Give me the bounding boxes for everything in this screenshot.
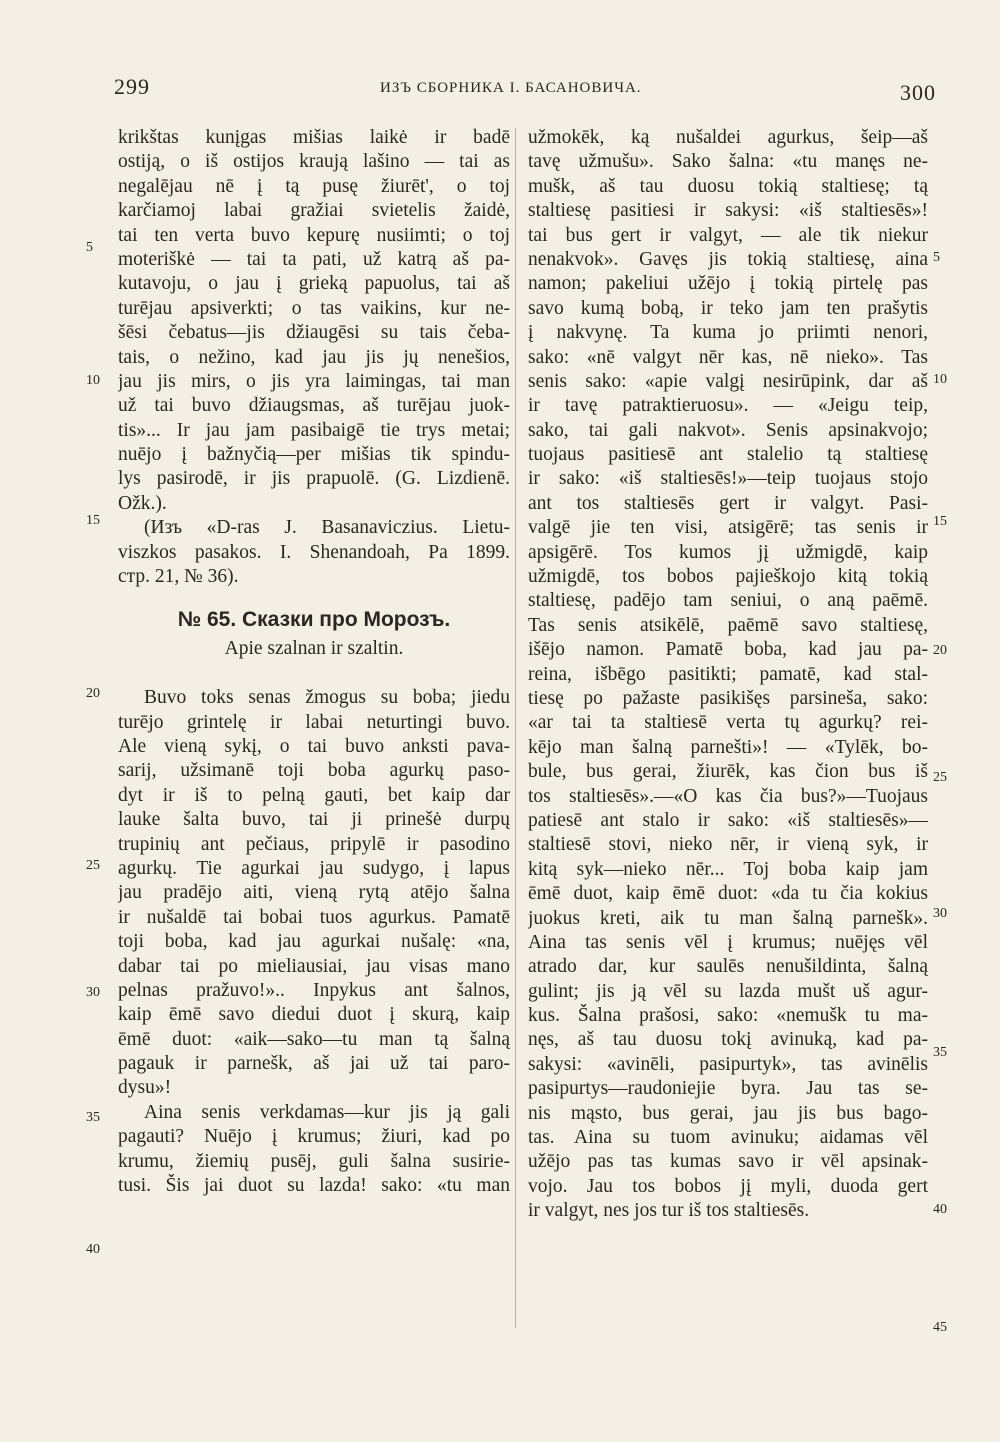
text-line: sakysi: «avinēli, pasipurtyk», tas avinēlis bbox=[528, 1053, 928, 1075]
text-line: užējo pas tas kumas savo ir vēl apsinak- bbox=[528, 1151, 928, 1173]
text-line: patiesē ant stalo ir sako: «iš staltiesēs»— bbox=[528, 809, 928, 831]
line-number: 40 bbox=[86, 1242, 100, 1257]
left-text-column bbox=[118, 126, 510, 1198]
text-line: ostiją, o iš ostijos kraują lašino — tai as bbox=[118, 151, 510, 173]
text-line: apsigērē. Tos kumos jį užmigdē, kaip bbox=[528, 541, 928, 563]
line-number: 15 bbox=[933, 514, 947, 529]
text-line: staltiesē stovi, nieko nēr, ir vieną syk, ir bbox=[528, 834, 928, 856]
text-line: staltiesę, padējo tam seniui, o aną paēmē. bbox=[528, 590, 928, 612]
text-line: Ale vieną sykį, o tai buvo anksti pava- bbox=[118, 735, 510, 757]
text-line: reina, išbēgo pasitikti; pamatē, kad stal- bbox=[528, 663, 928, 685]
text-line: bule, bus gerai, žiurēk, kas čion bus iš bbox=[528, 761, 928, 783]
text-line: vojo. Jau tos bobos jį myli, duoda gert bbox=[528, 1175, 928, 1197]
line-number: 25 bbox=[933, 770, 947, 785]
text-line: ēmē duot: «aik—sako—tu man tą šalną bbox=[118, 1028, 510, 1050]
column-divider bbox=[515, 128, 516, 1328]
text-line: išējo namon. Pamatē boba, kad jau pa- bbox=[528, 639, 928, 661]
text-line: Ožk.). bbox=[118, 492, 167, 514]
text-line: atrado dar, kur saulēs nenušildinta, šalną bbox=[528, 956, 928, 978]
line-number: 20 bbox=[933, 643, 947, 658]
page-header bbox=[0, 74, 1000, 104]
text-line: nis mąsto, bus gerai, jau jis bus bago- bbox=[528, 1102, 928, 1124]
section-heading: № 65. Сказки про Морозъ. bbox=[177, 608, 451, 632]
text-line: staltiesę pasitiesi ir sakysi: «iš staltiesēs»! bbox=[528, 200, 928, 222]
text-line: moteriškė — tai ta pati, už katrą aš pa- bbox=[118, 248, 510, 270]
text-line: gulint; jis ją vēl su lazda mušt uš agur- bbox=[528, 980, 928, 1002]
running-title: ИЗЪ СБОРНИКА I. БАСАНОВИЧА. bbox=[380, 80, 642, 96]
text-line: sako: «nē valgyt nēr kas, nē nieko». Tas bbox=[528, 346, 928, 368]
text-line: pagauti? Nuējo į krumus; žiuri, kad po bbox=[118, 1126, 510, 1148]
text-line: ir sako: «iš staltiesēs!»—teip tuojaus stojo bbox=[528, 468, 928, 490]
text-line: krikštas kunįgas mišias laikė ir badē bbox=[118, 127, 510, 148]
text-line: kaip ēmē savo diedui duot į skurą, kaip bbox=[118, 1004, 510, 1026]
line-number: 10 bbox=[86, 373, 100, 388]
text-line: užmigdē, tos bobos pajieškojo kitą tokią bbox=[528, 566, 928, 588]
text-line: lys pasirodē, ir jis prapuolē. (G. Lizdienē. bbox=[118, 468, 510, 490]
text-line: toji boba, kad jau agurkai nušalę: «na, bbox=[118, 931, 510, 953]
text-line: Aina senis verkdamas—kur jis ją gali bbox=[144, 1101, 510, 1123]
text-line: nęs, aš tau duosu tokį avinuką, kad pa- bbox=[528, 1029, 928, 1051]
text-line: dabar tai po mieliausiai, jau visas mano bbox=[118, 955, 510, 977]
text-line bbox=[118, 662, 510, 686]
text-line: šēsi čebatus—jis džiaugēsi su tais čeba- bbox=[118, 322, 510, 344]
text-line: «ar tai ta staltiesē verta tų agurkų? rei- bbox=[528, 712, 928, 734]
text-line: trupinių ant pečiaus, pripylē ir pasodino bbox=[118, 833, 510, 855]
line-number: 15 bbox=[86, 513, 100, 528]
page-number-right: 300 bbox=[900, 80, 936, 105]
text-line: pagauk ir parnešk, aš jai už tai paro- bbox=[118, 1053, 510, 1075]
text-line: Aina tas senis vēl į krumus; nuējęs vēl bbox=[528, 931, 928, 953]
text-line: tavę užmušu». Sako šalna: «tu manęs ne- bbox=[528, 151, 928, 173]
line-number: 10 bbox=[933, 372, 947, 387]
text-line: viszkos pasakos. I. Shenandoah, Pa 1899. bbox=[118, 541, 510, 563]
line-number: 25 bbox=[86, 858, 100, 873]
text-line: pelnas pražuvo!».. Inpykus ant šalnos, bbox=[118, 979, 510, 1001]
text-line: jau pradējo aiti, vieną rytą atējo šalna bbox=[118, 882, 510, 904]
text-line: tis»... Ir jau jam pasibaigē tie trys metai; bbox=[118, 419, 510, 441]
text-line: стр. 21, № 36). bbox=[118, 566, 239, 588]
line-number: 35 bbox=[86, 1110, 100, 1125]
text-line: ir valgyt, nes jos tur iš tos staltiesēs. bbox=[528, 1200, 810, 1222]
text-line: kutavoju, o jau į grieką papuolus, tai aš bbox=[118, 273, 510, 295]
text-line: negalējau nē į tą pusę žiurēt', o toj bbox=[118, 175, 510, 197]
text-line: (Изъ «D-ras J. Basanaviczius. Lietu- bbox=[144, 517, 510, 539]
text-line: tos staltiesēs».—«O kas čia bus?»—Tuojaus bbox=[528, 785, 928, 807]
text-line: už tai buvo džiaugsmas, aš turējau juok- bbox=[118, 395, 510, 417]
text-line: mušk, aš tau duosu tokią staltiesę; tą bbox=[528, 175, 928, 197]
text-line: Buvo toks senas žmogus su boba; jiedu bbox=[144, 687, 510, 709]
line-number: 30 bbox=[86, 985, 100, 1000]
text-line: krumu, žiemių pusēj, guli šalna susirie- bbox=[118, 1150, 510, 1172]
text-line: tai bus gert ir valgyt, — ale tik niekur bbox=[528, 224, 928, 246]
text-line: nuējo į bažnyčią—per mišias tik spindu- bbox=[118, 444, 510, 466]
text-line: tas. Aina su tuom avinuku; aidamas vēl bbox=[528, 1127, 928, 1149]
text-line: tuojaus pasitiesē ant stalelio tą staltiesę bbox=[528, 444, 928, 466]
line-number: 5 bbox=[933, 250, 940, 265]
text-line: jau jis mirs, o jis yra laimingas, tai man bbox=[118, 370, 510, 392]
text-line: lauke šalta buvo, tai ji prinešė durpų bbox=[118, 809, 510, 831]
text-line: karčiamoj labai gražiai svietelis žaidė, bbox=[118, 200, 510, 222]
text-line: kitą syk—nieko nēr... Toj boba kaip jam bbox=[528, 858, 928, 880]
text-line: dysu»! bbox=[118, 1077, 172, 1099]
text-line: turējo grintelę ir labai neturtingi buvo. bbox=[118, 711, 510, 733]
text-line: savo kumą bobą, ir teko jam ten prašytis bbox=[528, 297, 928, 319]
text-line: agurkų. Tie agurkai jau sudygo, į lapus bbox=[118, 857, 510, 879]
section-subtitle: Apie szalnan ir szaltin. bbox=[224, 638, 404, 660]
line-number: 40 bbox=[933, 1202, 947, 1217]
line-number: 20 bbox=[86, 686, 100, 701]
text-line: tusi. Šis jai duot su lazda! sako: «tu man bbox=[118, 1175, 510, 1197]
text-line: ēmē duot, kaip ēmē duot: «da tu čia kokius bbox=[528, 883, 928, 905]
right-text-column bbox=[528, 126, 928, 1224]
text-line: kus. Šalna prašosi, sako: «nemušk tu ma- bbox=[528, 1005, 928, 1027]
text-line: pasipurtys—raudoniejie byra. Jau tas se- bbox=[528, 1078, 928, 1100]
line-number: 35 bbox=[933, 1045, 947, 1060]
line-number: 5 bbox=[86, 240, 93, 255]
text-line: užmokēk, ką nušaldei agurkus, šeip—aš bbox=[528, 127, 928, 148]
text-line: Tas senis atsikēlē, paēmē savo staltiesę, bbox=[528, 614, 928, 636]
text-line: valgē jie ten visi, atsigērē; tas senis ir bbox=[528, 517, 928, 539]
text-line: sako, tai gali nakvot». Senis apsinakvojo; bbox=[528, 419, 928, 441]
text-line: turējau apsiverkti; o tas vaikins, kur ne- bbox=[118, 297, 510, 319]
line-number: 30 bbox=[933, 906, 947, 921]
text-line: tais, o nežino, kad jau jis jų nenešios, bbox=[118, 346, 510, 368]
text-line: namon; pakeliui užējo į tokią pirtelę pas bbox=[528, 273, 928, 295]
text-line: nenakvok». Gavęs jis tokią staltiesę, aina bbox=[528, 248, 928, 270]
text-line: ir nušaldē tai bobai tuos agurkus. Pamatē bbox=[118, 906, 510, 928]
text-line bbox=[118, 589, 510, 603]
text-line: į nakvynę. Ta kuma jo priimti nenori, bbox=[528, 322, 928, 344]
text-line: ir tavę patraktieruosu». — «Jeigu teip, bbox=[528, 395, 928, 417]
text-line: senis sako: «apie valgį nesirūpink, dar aš bbox=[528, 370, 928, 392]
text-line: tai ten verta buvo kepurę nusiimti; o toj bbox=[118, 224, 510, 246]
text-line: tiesę po pažaste pasikišęs parsineša, sako: bbox=[528, 687, 928, 709]
text-line: juokus kreti, aik tu man šalną parnešk». bbox=[528, 907, 928, 929]
text-line: dyt ir iš to pelną gauti, bet kaip dar bbox=[118, 784, 510, 806]
page-number-left: 299 bbox=[114, 74, 150, 99]
text-line: kējo man šalną parnešti»! — «Tylēk, bo- bbox=[528, 736, 928, 758]
line-number: 45 bbox=[933, 1320, 947, 1335]
text-line: ant tos staltiesēs gert ir valgyt. Pasi- bbox=[528, 492, 928, 514]
text-line: sarij, užsimanē toji boba agurkų paso- bbox=[118, 760, 510, 782]
